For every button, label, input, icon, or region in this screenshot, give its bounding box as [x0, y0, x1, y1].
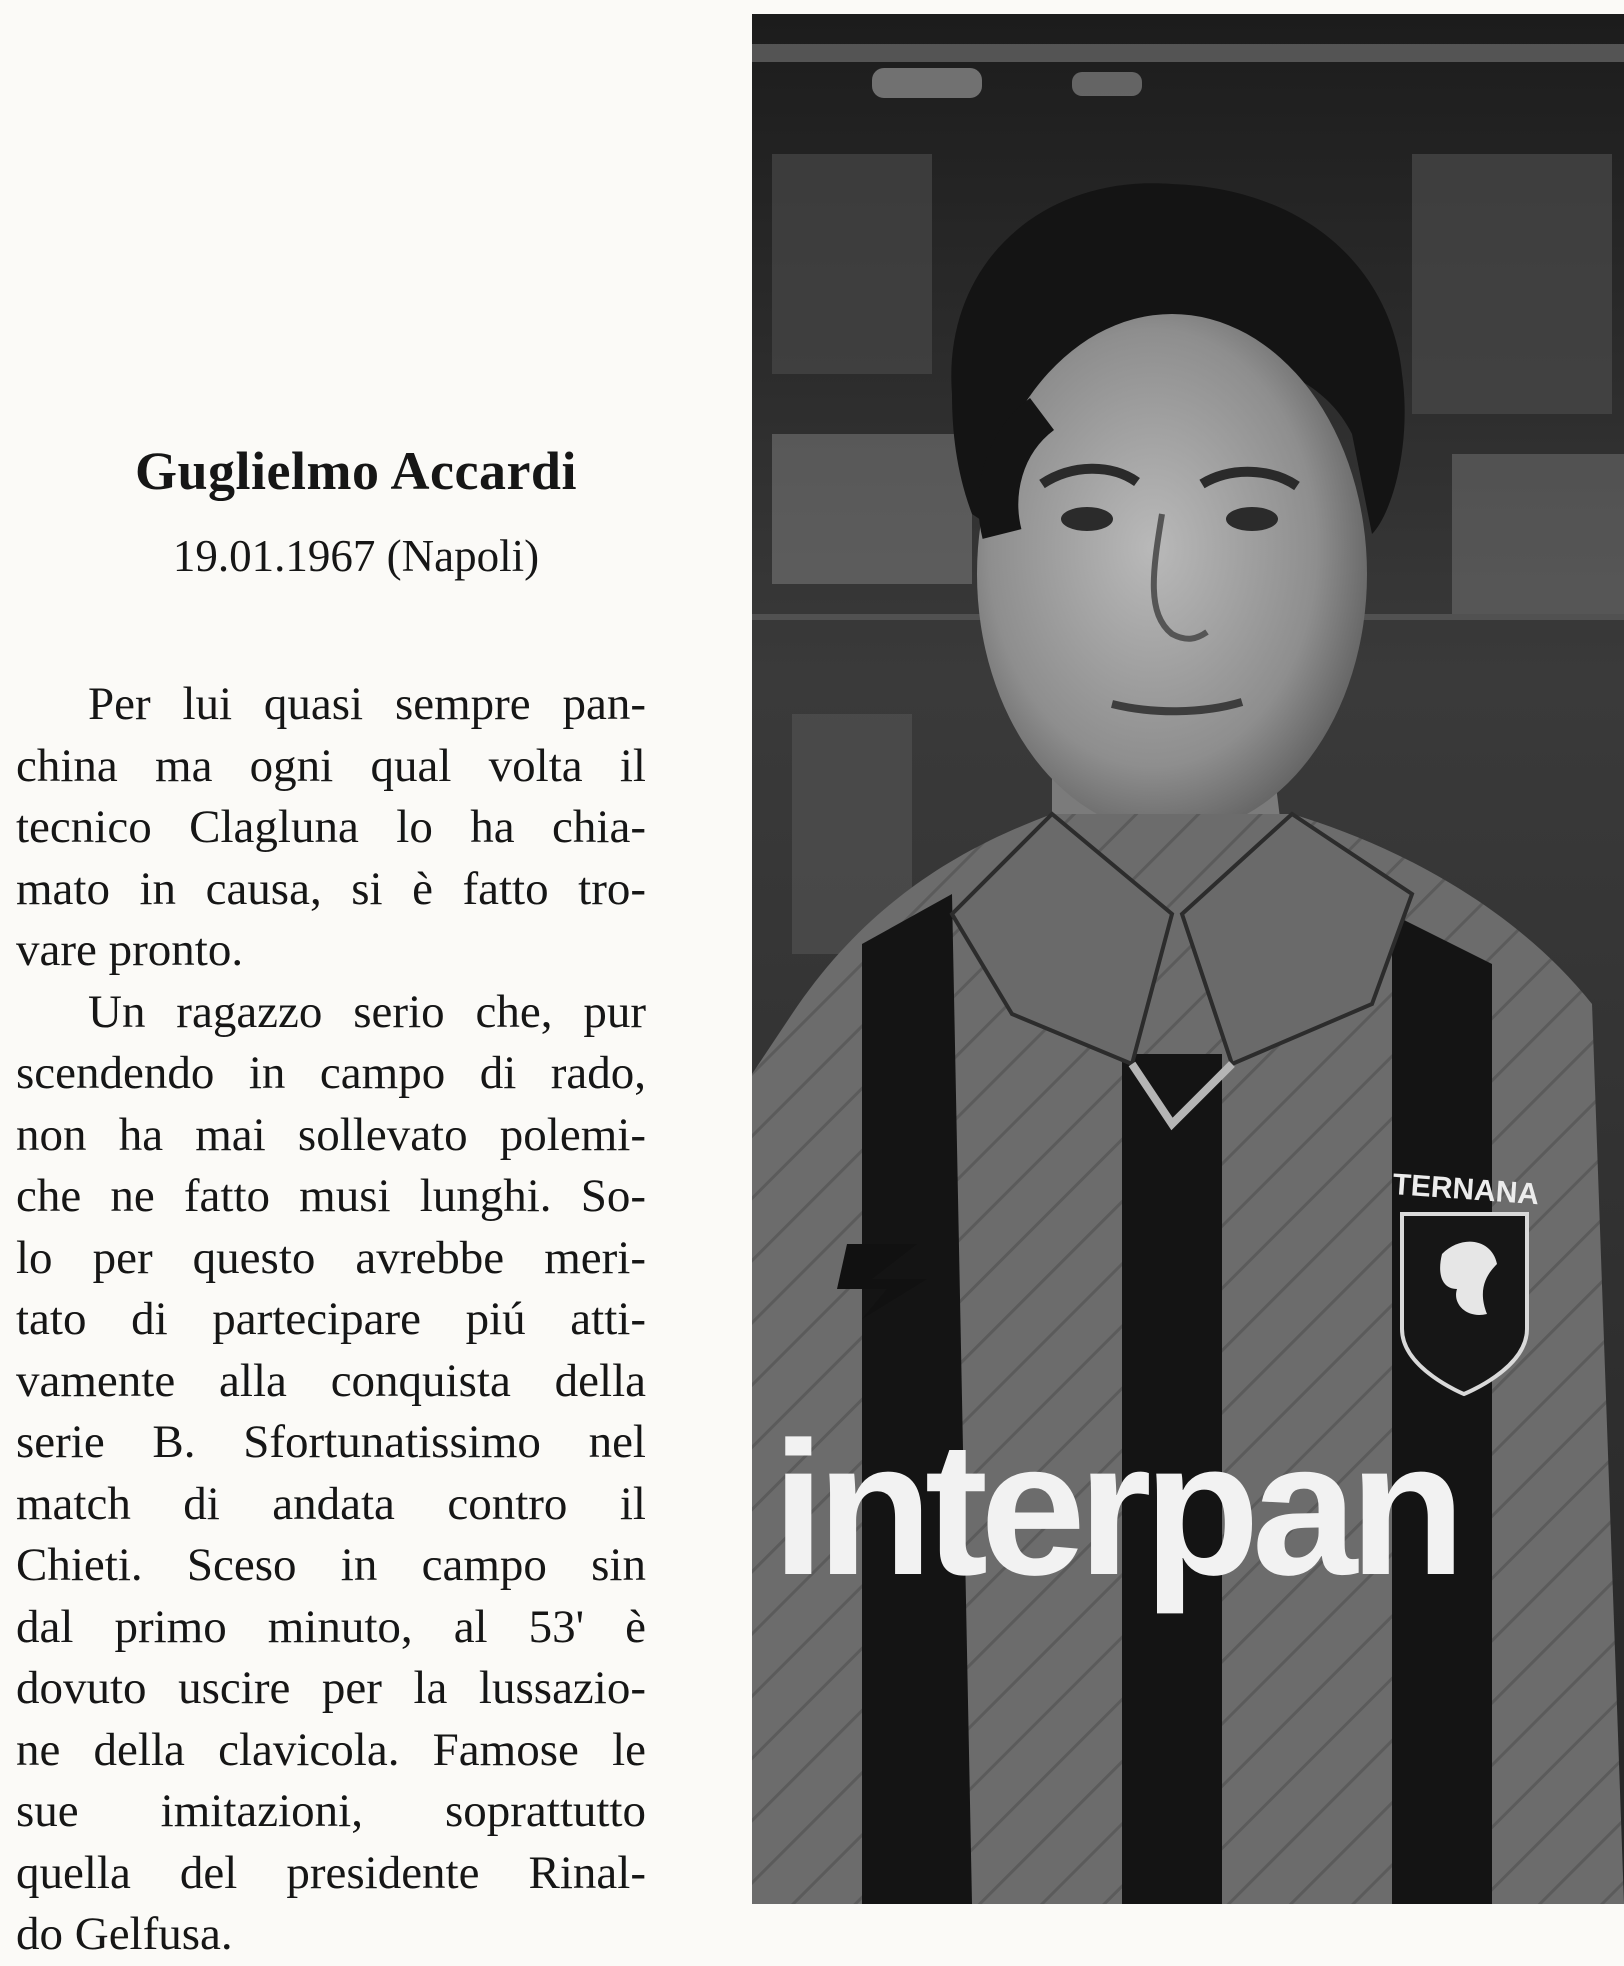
bio-line: ne della clavicola. Famose le [16, 1723, 646, 1776]
club-crest-icon [1402, 1214, 1527, 1394]
player-photo-illustration [752, 14, 1624, 1904]
bio-line: vare pronto. [16, 924, 244, 976]
bio-line: tato di partecipare piú atti- [16, 1293, 646, 1345]
bio-line: Chieti. Sceso in campo sin [16, 1539, 646, 1591]
bio-line: do Gelfusa. [16, 1908, 233, 1960]
bio-line: lo per questo avrebbe meri- [16, 1231, 646, 1284]
bio-text [16, 674, 646, 1966]
bio-line: scendendo in campo di rado, [16, 1047, 646, 1099]
bio-line: vamente alla conquista della [16, 1354, 646, 1407]
player-photo [752, 14, 1624, 1904]
bio-line: sue imitazioni, soprattutto [16, 1785, 646, 1837]
bio-line: tecnico Clagluna lo ha chia- [16, 801, 646, 853]
bio-line: dovuto uscire per la lussazio- [16, 1662, 646, 1714]
bio-line: quella del presidente Rinal- [16, 1846, 646, 1899]
face [977, 314, 1367, 834]
club-badge-text: TERNANA [1391, 1168, 1541, 1212]
bio-line: Per lui quasi sempre pan- [88, 678, 646, 730]
sponsor-text: interpan [772, 1403, 1458, 1615]
birth-info: 19.01.1967 (Napoli) [172, 531, 540, 581]
bio-line: mato in causa, si è fatto tro- [16, 862, 646, 915]
bio-line: china ma ogni qual volta il [16, 739, 646, 792]
bio-line: dal primo minuto, al 53' è [16, 1600, 646, 1653]
player-name: Guglielmo Accardi [135, 441, 577, 501]
bio-line: Un ragazzo serio che, pur [88, 985, 646, 1038]
bio-line: serie B. Sfortunatissimo nel [16, 1416, 646, 1468]
bio-line: match di andata contro il [16, 1477, 646, 1530]
bio-line: che ne fatto musi lunghi. So- [16, 1170, 646, 1222]
text-column [16, 0, 646, 1960]
bio-line: non ha mai sollevato polemi- [16, 1108, 646, 1161]
